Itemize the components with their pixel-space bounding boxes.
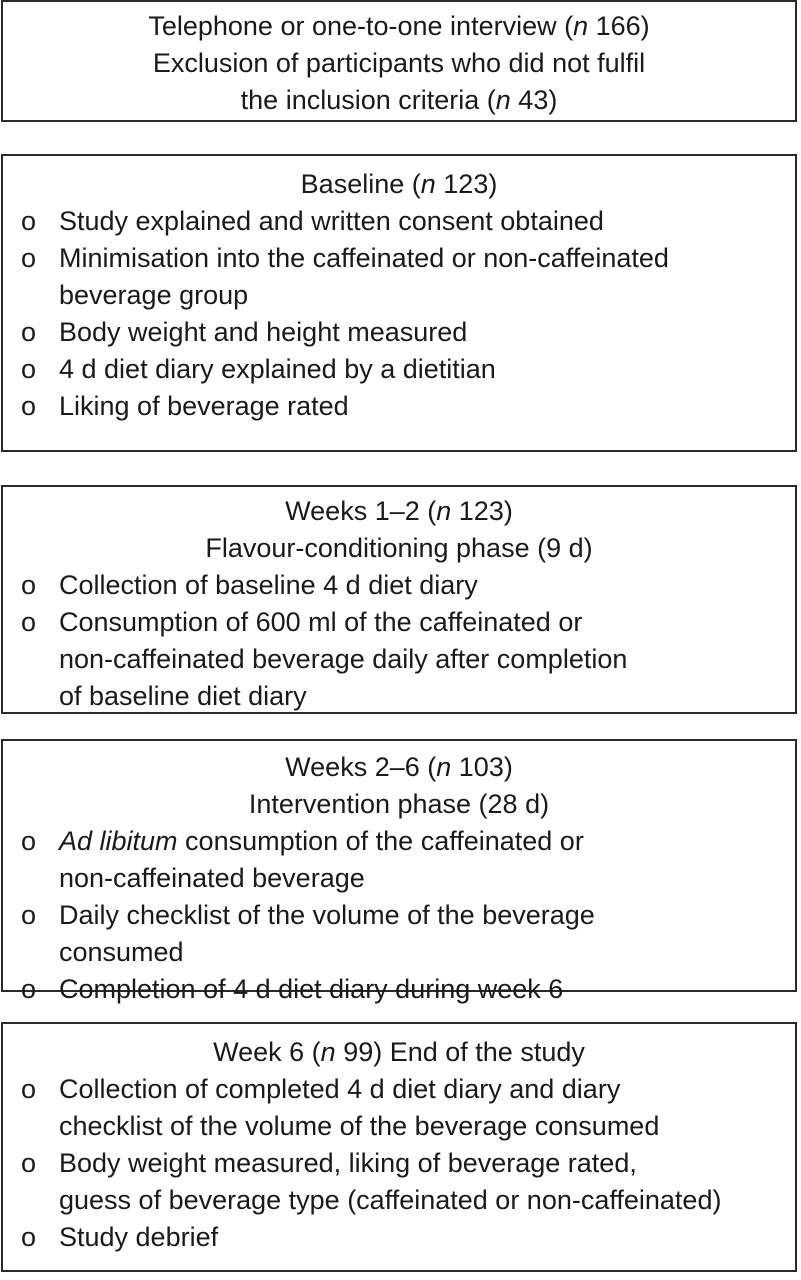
bullet-icon: o xyxy=(21,317,37,347)
intervention-item: o Completion of 4 d diet diary during week 6 xyxy=(3,971,795,1008)
baseline-item: o 4 d diet diary explained by a dietitian xyxy=(3,351,795,388)
bullet-icon: o xyxy=(21,570,37,600)
intervention-item: o Ad libitum consumption of the caffeinated or non-caffeinated beverage xyxy=(3,823,795,897)
bullet-icon: o xyxy=(21,607,37,637)
bullet-icon: o xyxy=(21,206,37,236)
bullet-icon: o xyxy=(21,243,37,273)
baseline-item: o Minimisation into the caffeinated or non-caffeinated beverage group xyxy=(3,240,795,314)
end-of-study-item: o Collection of completed 4 d diet diary and diary checklist of the volume of the beverage consumed xyxy=(3,1071,795,1145)
baseline-item: o Body weight and height measured xyxy=(3,314,795,351)
bullet-icon: o xyxy=(21,354,37,384)
intervention-heading: Intervention phase (28 d) xyxy=(248,789,550,819)
flavour-conditioning-heading: Flavour-conditioning phase (9 d) xyxy=(205,533,593,563)
weeks-1-2-heading: Weeks 1–2 (n 123) xyxy=(285,496,513,526)
flavour-conditioning-box xyxy=(1,485,797,714)
weeks-2-6-heading: Weeks 2–6 (n 103) xyxy=(285,752,513,782)
week-6-heading: Week 6 (n 99) End of the study xyxy=(213,1037,585,1067)
baseline-item: o Liking of beverage rated xyxy=(3,388,795,425)
exclusion-line: Exclusion of participants who did not fulfil xyxy=(152,48,646,78)
flavour-conditioning-item: o Collection of baseline 4 d diet diary xyxy=(3,567,795,604)
bullet-icon: o xyxy=(21,1074,37,1104)
bullet-icon: o xyxy=(21,900,37,930)
intervention-item: o Daily checklist of the volume of the beverage consumed xyxy=(3,897,795,971)
baseline-box xyxy=(1,154,797,452)
bullet-icon: o xyxy=(21,1222,37,1252)
end-of-study-item: o Study debrief xyxy=(3,1219,795,1256)
baseline-item: o Study explained and written consent obtained xyxy=(3,203,795,240)
bullet-icon: o xyxy=(21,391,37,421)
exclusion-criteria-line: the inclusion criteria (n 43) xyxy=(240,85,558,115)
intervention-box xyxy=(1,739,797,1004)
screening-box xyxy=(1,0,797,122)
bullet-icon: o xyxy=(21,1148,37,1178)
baseline-heading: Baseline (n 123) xyxy=(300,169,498,199)
end-of-study-box xyxy=(1,1022,797,1272)
flavour-conditioning-item: o Consumption of 600 ml of the caffeinated or non-caffeinated beverage daily after completion of baseline diet diary xyxy=(3,604,795,715)
end-of-study-item: o Body weight measured, liking of beverage rated, guess of beverage type (caffeinated or non-caffeinated) xyxy=(3,1145,795,1219)
bullet-icon: o xyxy=(21,974,37,1004)
bullet-icon: o xyxy=(21,826,37,856)
screening-interview-line: Telephone or one-to-one interview (n 166) xyxy=(148,11,650,41)
